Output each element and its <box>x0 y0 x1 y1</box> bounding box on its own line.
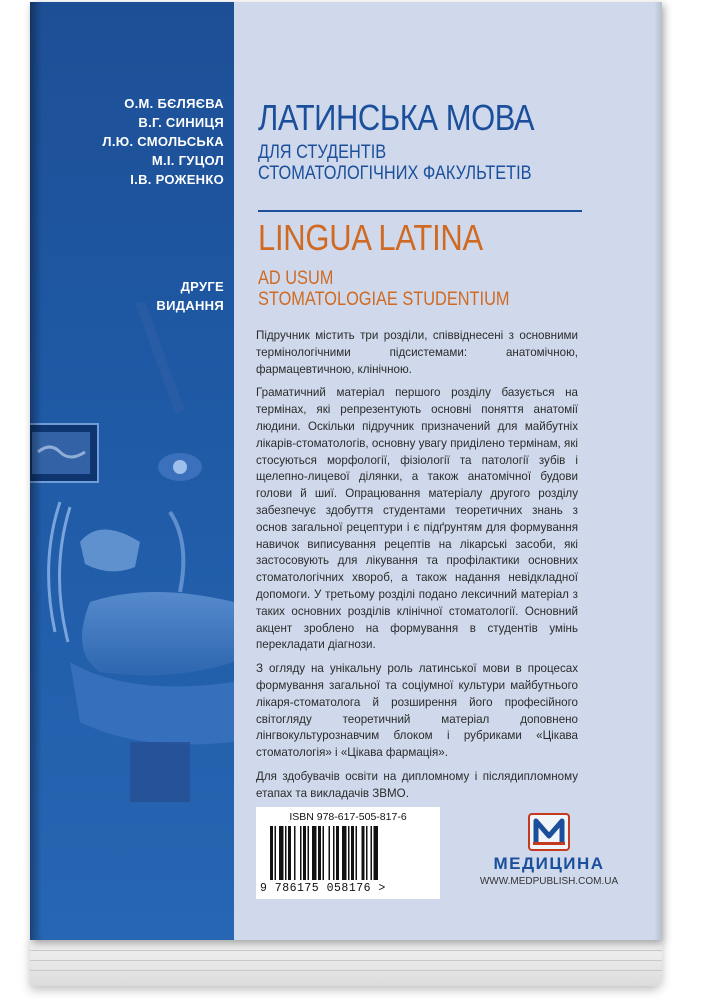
subtitle-line: STOMATOLOGIAE STUDENTIUM <box>258 289 510 310</box>
ukrainian-title: ЛАТИНСЬКА МОВА <box>258 97 535 138</box>
annotation-text <box>256 328 578 810</box>
barcode-digits: 9 786175 058176 > <box>260 882 386 895</box>
latin-title: LINGUA LATINA <box>258 217 483 258</box>
spine-shadow <box>30 2 42 940</box>
author-name: О.М. БЄЛЯЄВА <box>124 96 224 111</box>
latin-subtitle <box>258 268 509 310</box>
annotation-paragraph: Підручник містить три розділи, співвіднесені з основними термінологічними підсистемами: анатомічною, фармацевтичною, клінічною. <box>256 329 578 376</box>
publisher-logo-icon <box>527 812 571 852</box>
edition-label <box>156 277 224 315</box>
isbn-barcode-block <box>256 807 440 899</box>
edition-line: ВИДАННЯ <box>156 298 224 313</box>
subtitle-line: СТОМАТОЛОГІЧНИХ ФАКУЛЬТЕТІВ <box>258 163 532 184</box>
left-blue-panel <box>30 2 234 940</box>
book-back-cover <box>30 2 662 940</box>
edition-line: ДРУГЕ <box>180 279 224 294</box>
right-content <box>256 2 626 940</box>
page-line <box>30 950 662 951</box>
subtitle-line: AD USUM <box>258 268 334 289</box>
author-name: І.В. РОЖЕНКО <box>130 172 224 187</box>
author-name: Л.Ю. СМОЛЬСЬКА <box>102 134 224 149</box>
isbn-number: ISBN 978-617-505-817-6 <box>289 811 407 823</box>
subtitle-line: ДЛЯ СТУДЕНТІВ <box>258 142 387 163</box>
author-name: В.Г. СИНИЦЯ <box>138 115 224 130</box>
page-line <box>30 970 662 971</box>
page-line <box>30 960 662 961</box>
annotation-paragraph: Граматичний матеріал першого розділу базується на термінах, які репрезентують основні поняття анатомії людини. Оскільки підручник призначений для майбутніх лікарів-стоматологів, основну увагу приділено термінам, які стосуються морфології, фізіології та патології зубів і щелепно-лицевої ділянки, а також анатомічної будови голови й шиї. Опрацювання матеріалу другого розділу забезпечує здобуття студентами теоретичних знань з основ загальної рецептури і є підґрунтям для формування навичок виписування рецептів на лікарські засоби, які застосовують для лікування та профілактики основних стоматологічних хвороб, а також надання невідкладної допомоги. У третьому розділі подано лексичний матеріал з таких основних розділів клінічної стоматології. Основний акцент зроблено на формування в студентів умінь перекладати діагнози. <box>256 386 578 652</box>
publisher-name: МЕДИЦИНА <box>493 854 605 873</box>
dental-chair-illustration <box>30 302 234 822</box>
annotation-paragraph: Для здобувачів освіти на дипломному і післядипломному етапах та викладачів ЗВМО. <box>256 769 578 800</box>
title-divider <box>258 210 582 212</box>
author-name: М.І. ГУЦОЛ <box>151 153 224 168</box>
publisher-website: WWW.MEDPUBLISH.COM.UA <box>479 876 619 887</box>
annotation-paragraph: З огляду на унікальну роль латинської мови в процесах формування загальної та соціумної культури майбутнього лікаря-стоматолога й розширення його професійного світогляду теоретичний матеріал доповнено лінгвокультурознавчим блоком і рубриками «Цікава стоматологія» і «Цікава фармація». <box>256 662 578 760</box>
book-pages-edge <box>30 938 662 986</box>
ukrainian-subtitle <box>258 142 532 184</box>
barcode-icon <box>268 826 428 882</box>
author-list <box>102 94 224 189</box>
